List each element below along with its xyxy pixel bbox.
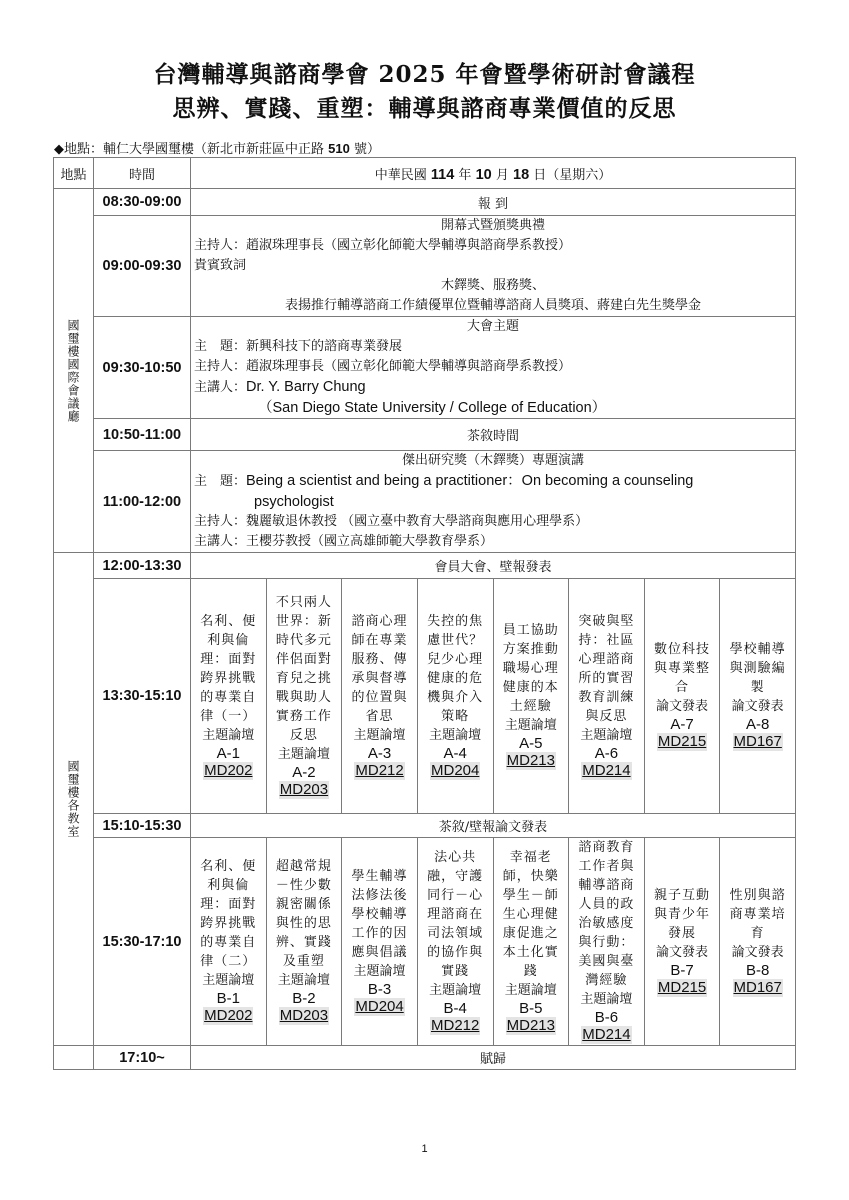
award-lecture-topic <box>194 471 792 492</box>
award-lecture-host: 主持人：魏麗敏退休教授 （國立臺中教育大學諮商與應用心理學系） <box>194 514 589 529</box>
session-type: 主題論壇 <box>202 727 255 743</box>
venue-afternoon-label: 國璽樓各教室 <box>66 760 80 838</box>
session-type: 論文發表 <box>656 699 709 714</box>
page-number: 1 <box>421 1143 428 1155</box>
general-meeting-text: 會員大會、壁報發表 <box>191 553 796 579</box>
venue-empty <box>54 1046 94 1070</box>
row-general-meeting <box>54 553 796 579</box>
header-location: 地點 <box>54 158 94 189</box>
session-title: 性別與諮商專業培育 <box>729 887 786 941</box>
session-cell <box>417 838 493 1046</box>
time-tea-break-1: 10:50-11:00 <box>94 419 191 451</box>
session-title: 突破與堅持：社區心理諮商所的實習教育訓練與反思 <box>578 613 635 724</box>
date-month: 10 <box>475 166 492 183</box>
session-code: A-1 <box>216 744 240 762</box>
session-cell <box>342 579 418 814</box>
session-cell <box>417 579 493 814</box>
session-title: 諮商教育工作者與輔導諮商人員的政治敏感度與行動：美國與臺灣經驗 <box>578 840 635 988</box>
session-type: 主題論壇 <box>202 973 255 988</box>
room-link[interactable]: MD202 <box>204 761 253 779</box>
keynote-speaker-name: Dr. Y. Barry Chung <box>246 379 366 395</box>
award-lecture-topic-line2: psychologist <box>254 494 334 510</box>
session-code: A-3 <box>367 744 392 762</box>
date-year-unit: 年 <box>458 167 472 183</box>
opening-heading: 開幕式暨頒獎典禮 <box>440 218 545 233</box>
session-code: B-7 <box>670 961 694 979</box>
venue-afternoon <box>54 553 94 1046</box>
session-cell <box>569 838 645 1046</box>
time-general-meeting: 12:00-13:30 <box>94 553 191 579</box>
session-cell <box>720 838 796 1046</box>
session-type: 論文發表 <box>656 944 709 960</box>
date-day: 18 <box>513 166 530 183</box>
time-session-a: 13:30-15:10 <box>94 579 191 814</box>
award-lecture-speaker: 主講人：王櫻芬教授（國立高雄師範大學教育學系） <box>194 534 494 549</box>
session-title: 員工協助方案推動職場心理健康的本土經驗 <box>502 623 559 714</box>
session-title: 超越常規－性少數親密關係與性的思辨、實踐及重塑 <box>275 859 332 969</box>
venue-address-number: 510 <box>328 141 350 156</box>
tea-break-2-text: 茶敘/壁報論文發表 <box>191 814 796 838</box>
room-link[interactable]: MD215 <box>657 733 707 750</box>
session-code: B-1 <box>216 990 240 1007</box>
session-type: 主題論壇 <box>277 973 330 988</box>
session-title: 幸福老師，快樂學生－師生心理健康促進之本土化實踐 <box>502 849 559 979</box>
venue-morning-label: 國璽樓國際會議廳 <box>66 318 80 423</box>
room-link[interactable]: MD167 <box>733 978 782 996</box>
session-code: A-7 <box>670 716 694 733</box>
session-cell <box>644 579 720 814</box>
session-cell <box>266 838 342 1046</box>
session-type: 主題論壇 <box>429 982 482 998</box>
row-closing <box>54 1046 796 1070</box>
opening-content <box>191 216 796 317</box>
row-registration <box>54 189 796 216</box>
venue-address-prefix: 地點：輔仁大學國璽樓（新北市新莊區中正路 <box>64 142 325 157</box>
session-type: 主題論壇 <box>429 727 482 743</box>
room-link[interactable]: MD214 <box>582 1026 631 1043</box>
session-type: 主題論壇 <box>353 963 406 979</box>
date-prefix: 中華民國 <box>374 167 427 183</box>
keynote-content <box>191 317 796 419</box>
room-link[interactable]: MD167 <box>733 733 782 750</box>
room-link[interactable]: MD203 <box>279 780 329 798</box>
header-row <box>54 158 796 189</box>
bullet-icon: ◆ <box>54 142 64 157</box>
tea-break-1-text: 茶敘時間 <box>191 419 796 451</box>
session-title: 學校輔導與測驗編製 <box>729 642 786 695</box>
venue-address <box>54 138 380 157</box>
keynote-heading: 大會主題 <box>466 319 519 334</box>
session-type: 主題論壇 <box>580 727 633 743</box>
keynote-topic: 主 題：新興科技下的諮商專業發展 <box>194 339 403 354</box>
row-opening <box>54 216 796 317</box>
closing-text: 賦歸 <box>191 1046 796 1070</box>
time-keynote: 09:30-10:50 <box>94 317 191 419</box>
room-link[interactable]: MD214 <box>582 761 631 779</box>
time-session-b: 15:30-17:10 <box>94 838 191 1046</box>
row-keynote <box>54 317 796 419</box>
date-year: 114 <box>430 166 455 183</box>
session-code: A-2 <box>292 763 316 781</box>
session-title: 諮商心理師在專業服務、傳承與督導的位置與省思 <box>351 613 408 724</box>
header-date <box>191 158 796 189</box>
session-code: B-5 <box>519 999 543 1017</box>
award-lecture-topic-line1: Being a scientist and being a practitioner：On becoming a counseling <box>246 473 694 489</box>
header-time: 時間 <box>94 158 191 189</box>
keynote-speaker-affiliation: （San Diego State University / College of Education） <box>258 400 607 416</box>
session-title: 親子互動與青少年發展 <box>654 887 711 941</box>
session-title: 名利、便利與倫理：面對跨界挑戰的專業自律（二） <box>200 859 257 969</box>
time-closing: 17:10~ <box>94 1046 191 1070</box>
session-cell <box>644 838 720 1046</box>
session-code: A-6 <box>594 744 619 762</box>
time-opening: 09:00-09:30 <box>94 216 191 317</box>
session-cell <box>493 579 569 814</box>
session-title: 數位科技與專業整合 <box>654 642 711 695</box>
keynote-speaker <box>194 377 792 398</box>
session-cell <box>493 838 569 1046</box>
session-type: 主題論壇 <box>277 746 330 762</box>
time-tea-break-2: 15:10-15:30 <box>94 814 191 838</box>
award-lecture-topic-label: 主 題： <box>194 474 247 489</box>
opening-guest: 貴賓致詞 <box>194 258 247 273</box>
room-link[interactable]: MD212 <box>355 761 404 779</box>
keynote-speaker-label: 主講人： <box>194 380 247 395</box>
date-day-suffix: 日（星期六） <box>533 167 612 183</box>
award-lecture-heading: 傑出研究獎（木鐸獎）專題演講 <box>401 453 584 468</box>
session-title: 不只兩人世界：新時代多元伴侶面對育兒之挑戰與助人實務工作反思 <box>275 594 332 743</box>
room-link[interactable]: MD215 <box>657 978 707 996</box>
opening-awards-1: 木鐸獎、服務獎、 <box>440 278 545 293</box>
session-cell <box>569 579 645 814</box>
session-cell <box>342 838 418 1046</box>
session-title: 名利、便利與倫理：面對跨界挑戰的專業自律（一） <box>200 613 257 724</box>
session-code: B-3 <box>367 980 392 998</box>
session-cell <box>191 579 267 814</box>
session-title: 法心共融，守護同行－心理諮商在司法領域的協作與實踐 <box>427 849 484 979</box>
session-cell <box>720 579 796 814</box>
room-link[interactable]: MD212 <box>431 1016 480 1034</box>
session-type: 論文發表 <box>731 944 784 960</box>
date-month-unit: 月 <box>495 167 509 183</box>
venue-address-suffix: 號） <box>354 142 381 157</box>
session-cell <box>266 579 342 814</box>
registration-text: 報 到 <box>191 189 796 216</box>
session-code: B-4 <box>443 999 467 1017</box>
agenda-table <box>53 157 796 1070</box>
time-registration: 08:30-09:00 <box>94 189 191 216</box>
session-title: 失控的焦慮世代？兒少心理健康的危機與介入策略 <box>427 613 484 724</box>
row-tea-break-2 <box>54 814 796 838</box>
session-code: B-8 <box>746 961 770 979</box>
session-type: 主題論壇 <box>504 982 557 998</box>
room-link[interactable]: MD202 <box>204 1007 253 1024</box>
row-tea-break-1 <box>54 419 796 451</box>
row-session-b <box>54 838 796 1046</box>
time-award-lecture: 11:00-12:00 <box>94 451 191 553</box>
room-link[interactable]: MD204 <box>355 997 404 1015</box>
session-type: 主題論壇 <box>504 718 557 733</box>
session-title: 學生輔導法修法後學校輔導工作的因應與倡議 <box>351 868 408 960</box>
session-type: 論文發表 <box>731 699 784 714</box>
session-type: 主題論壇 <box>580 992 633 1007</box>
document-subtitle: 思辨、實踐、重塑：輔導與諮商專業價值的反思 <box>172 95 677 122</box>
session-code: A-8 <box>746 716 770 733</box>
room-link[interactable]: MD213 <box>506 752 555 769</box>
venue-morning <box>54 189 94 553</box>
room-link[interactable]: MD213 <box>506 1016 555 1034</box>
row-award-lecture <box>54 451 796 553</box>
session-type: 主題論壇 <box>353 727 406 743</box>
session-code: A-5 <box>519 735 543 752</box>
award-lecture-content <box>191 451 796 553</box>
session-code: B-6 <box>594 1009 619 1026</box>
session-code: B-2 <box>292 990 316 1007</box>
room-link[interactable]: MD203 <box>279 1007 329 1024</box>
keynote-host: 主持人：趙淑珠理事長（國立彰化師範大學輔導與諮商學系教授） <box>194 359 572 374</box>
session-cell <box>191 838 267 1046</box>
session-code: A-4 <box>443 744 467 762</box>
row-session-a <box>54 579 796 814</box>
opening-awards-2: 表揚推行輔導諮商工作績優單位暨輔導諮商人員獎項、蔣建白先生獎學金 <box>284 298 701 313</box>
document-title: 台灣輔導與諮商學會 2025 年會暨學術研討會議程 <box>153 61 696 88</box>
room-link[interactable]: MD204 <box>431 761 480 779</box>
opening-host: 主持人：趙淑珠理事長（國立彰化師範大學輔導與諮商學系教授） <box>194 238 572 253</box>
